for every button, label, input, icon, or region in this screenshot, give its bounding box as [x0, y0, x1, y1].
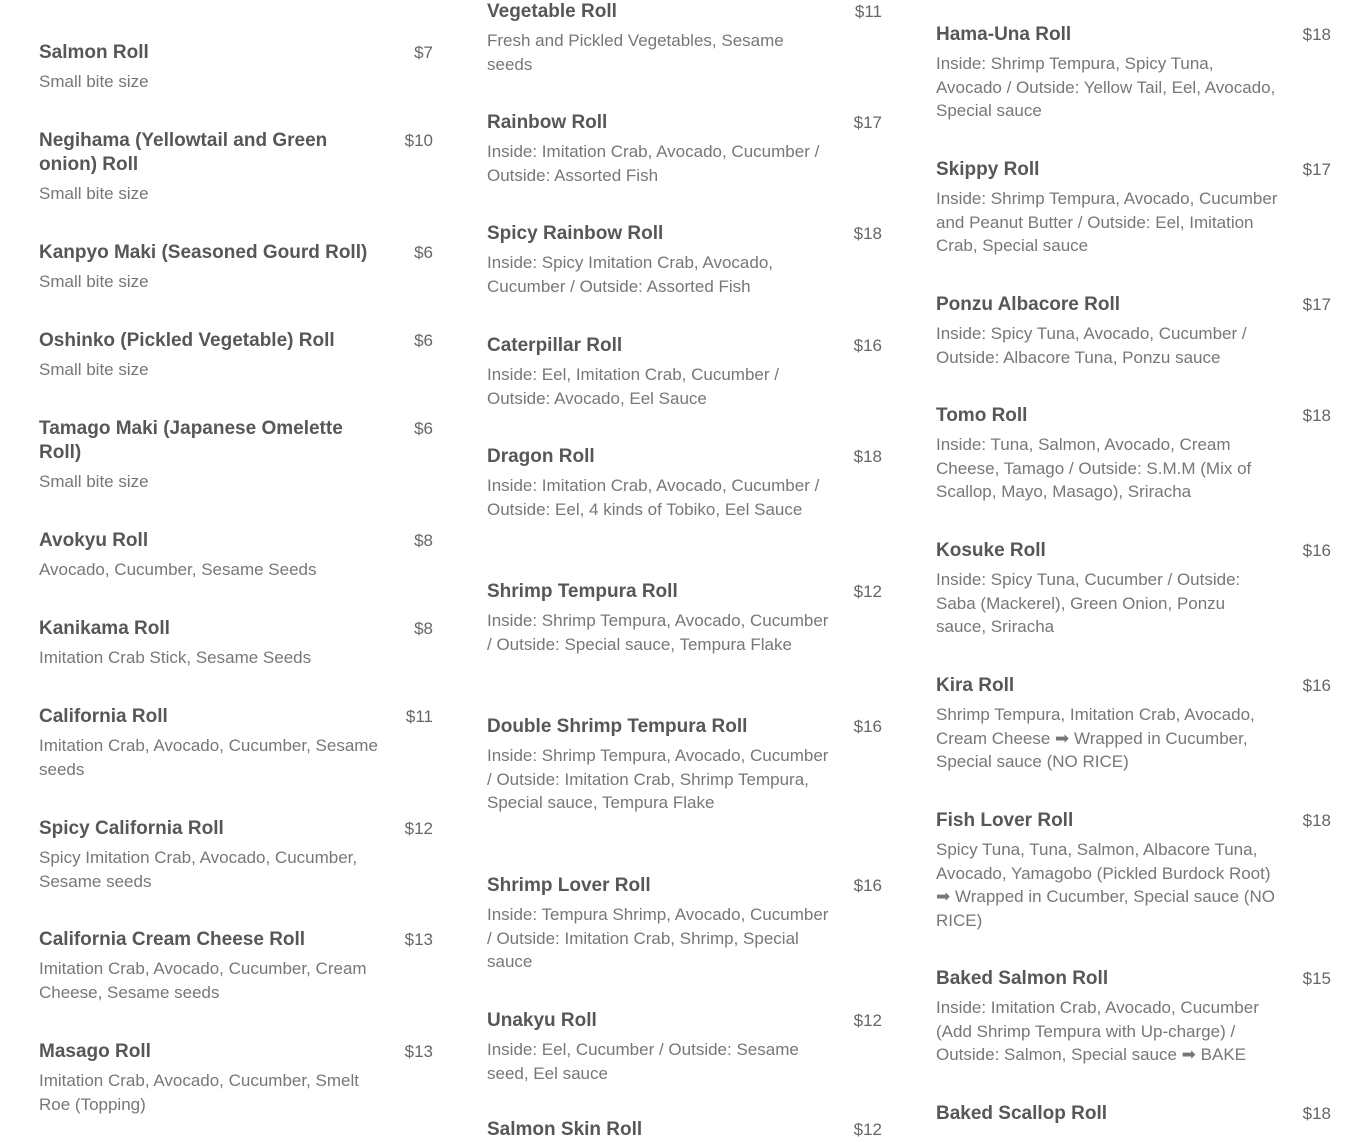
item-name: Caterpillar Roll — [487, 335, 623, 356]
menu-item[interactable] — [39, 928, 433, 1004]
item-description: Avocado, Cucumber, Sesame Seeds — [39, 560, 317, 579]
item-description: Inside: Shrimp Tempura, Avocado, Cucumber / Outside: Special sauce, Tempura Flake — [487, 611, 829, 654]
item-price: $6 — [414, 331, 433, 350]
item-description: Small bite size — [39, 360, 149, 379]
item-price: $12 — [853, 1011, 882, 1030]
item-name: Spicy California Roll — [39, 818, 224, 839]
menu-item[interactable] — [487, 222, 882, 298]
menu-item[interactable] — [487, 334, 882, 410]
menu-item[interactable] — [936, 809, 1331, 932]
item-price: $8 — [414, 619, 433, 638]
item-name: Kosuke Roll — [936, 540, 1046, 561]
item-price: $16 — [853, 876, 882, 895]
item-description: Small bite size — [39, 472, 149, 491]
item-name: Vegetable Roll — [487, 1, 617, 22]
item-description: Small bite size — [39, 72, 149, 91]
item-price: $13 — [404, 930, 433, 949]
item-description: Inside: Shrimp Tempura, Avocado, Cucumber and Peanut Butter / Outside: Eel, Imitation Crab, Special sauce — [936, 189, 1278, 255]
item-description: Inside: Shrimp Tempura, Spicy Tuna, Avocado / Outside: Yellow Tail, Eel, Avocado, Special sauce — [936, 54, 1276, 120]
item-name: Hama-Una Roll — [936, 24, 1072, 45]
item-price: $12 — [404, 819, 433, 838]
menu-item[interactable] — [487, 1009, 882, 1085]
item-name: Shrimp Lover Roll — [487, 875, 651, 896]
item-name: Fish Lover Roll — [936, 810, 1074, 831]
item-name: Oshinko (Pickled Vegetable) Roll — [39, 330, 335, 351]
item-name: Tamago Maki (Japanese Omelette Roll) — [39, 418, 343, 463]
menu-item[interactable] — [39, 129, 433, 206]
item-price: $16 — [853, 336, 882, 355]
item-price: $7 — [414, 43, 433, 62]
item-name: Rainbow Roll — [487, 112, 608, 133]
menu-item[interactable] — [936, 23, 1331, 123]
item-name: Unakyu Roll — [487, 1010, 597, 1031]
item-description: Spicy Tuna, Tuna, Salmon, Albacore Tuna, Avocado, Yamagobo (Pickled Burdock Root) ➡ Wrapped in Cucumber, Special sauce (NO RICE) — [936, 840, 1275, 930]
menu-item[interactable] — [39, 529, 433, 582]
item-description: Imitation Crab Stick, Sesame Seeds — [39, 648, 312, 667]
item-name: Avokyu Roll — [39, 530, 149, 551]
item-price: $18 — [1302, 811, 1331, 830]
item-description: Inside: Spicy Tuna, Cucumber / Outside: Saba (Mackerel), Green Onion, Ponzu sauce, Sriracha — [936, 570, 1241, 636]
item-name: Tomo Roll — [936, 405, 1028, 426]
item-description: Inside: Spicy Tuna, Avocado, Cucumber / Outside: Albacore Tuna, Ponzu sauce — [936, 324, 1247, 367]
item-price: $15 — [1302, 969, 1331, 988]
item-price: $18 — [1302, 1104, 1331, 1123]
item-description: Small bite size — [39, 272, 149, 291]
item-description: Inside: Spicy Imitation Crab, Avocado, Cucumber / Outside: Assorted Fish — [487, 253, 774, 296]
item-description: Imitation Crab, Avocado, Cucumber, Smelt Roe (Topping) — [39, 1071, 360, 1114]
item-price: $11 — [405, 707, 433, 726]
menu-item[interactable] — [487, 715, 882, 815]
menu-item[interactable] — [487, 874, 882, 974]
item-description: Inside: Imitation Crab, Avocado, Cucumber / Outside: Assorted Fish — [487, 142, 820, 185]
item-price: $16 — [1302, 541, 1331, 560]
item-description: Small bite size — [39, 184, 149, 203]
item-price: $13 — [404, 1042, 433, 1061]
item-description: Imitation Crab, Avocado, Cucumber, Cream Cheese, Sesame seeds — [39, 959, 367, 1002]
item-name: Masago Roll — [39, 1041, 151, 1062]
menu-item[interactable] — [936, 404, 1331, 504]
item-description: Inside: Shrimp Tempura, Avocado, Cucumber / Outside: Imitation Crab, Shrimp Tempura, Special sauce, Tempura Flake — [487, 746, 829, 812]
item-price: $18 — [853, 224, 882, 243]
menu-item[interactable] — [39, 1040, 433, 1116]
item-price: $17 — [1302, 160, 1331, 179]
item-name: Baked Scallop Roll — [936, 1103, 1108, 1124]
item-name: Dragon Roll — [487, 446, 595, 467]
menu-item[interactable] — [39, 329, 433, 382]
item-description: Inside: Imitation Crab, Avocado, Cucumber (Add Shrimp Tempura with Up-charge) / Outside: Salmon, Special sauce ➡ BAKE — [936, 998, 1259, 1064]
menu-item[interactable] — [487, 445, 882, 521]
item-description: Inside: Tempura Shrimp, Avocado, Cucumber / Outside: Imitation Crab, Shrimp, Special sauce — [487, 905, 829, 971]
item-price: $18 — [1302, 25, 1331, 44]
item-description: Fresh and Pickled Vegetables, Sesame seeds — [487, 31, 784, 74]
item-description: Inside: Tuna, Salmon, Avocado, Cream Cheese, Tamago / Outside: S.M.M (Mix of Scallop, Mayo, Masago), Sriracha — [936, 435, 1252, 501]
menu-item[interactable] — [936, 967, 1331, 1067]
item-name: Skippy Roll — [936, 159, 1040, 180]
item-price: $17 — [853, 113, 882, 132]
item-name: Shrimp Tempura Roll — [487, 581, 678, 602]
item-price: $16 — [1302, 676, 1331, 695]
menu-item[interactable] — [487, 111, 882, 187]
item-name: Salmon Roll — [39, 42, 149, 63]
item-price: $12 — [853, 1120, 882, 1139]
menu-item[interactable] — [936, 293, 1331, 369]
item-price: $10 — [404, 131, 433, 150]
item-name: Kanpyo Maki (Seasoned Gourd Roll) — [39, 242, 368, 263]
item-name: California Roll — [39, 706, 168, 727]
menu-item[interactable] — [39, 617, 433, 670]
item-price: $6 — [414, 419, 433, 438]
item-price: $11 — [854, 2, 882, 21]
item-price: $16 — [853, 717, 882, 736]
menu-item[interactable] — [487, 580, 882, 656]
menu-item[interactable] — [936, 158, 1331, 258]
item-name: Ponzu Albacore Roll — [936, 294, 1121, 315]
item-name: Negihama (Yellowtail and Green onion) Roll — [39, 130, 328, 175]
menu-item[interactable] — [487, 1118, 882, 1142]
item-description: Inside: Eel, Imitation Crab, Cucumber / Outside: Avocado, Eel Sauce — [487, 365, 779, 408]
menu-item[interactable] — [39, 705, 433, 781]
item-name: Spicy Rainbow Roll — [487, 223, 664, 244]
item-price: $6 — [414, 243, 433, 262]
item-name: Kanikama Roll — [39, 618, 170, 639]
item-description: Shrimp Tempura, Imitation Crab, Avocado, Cream Cheese ➡ Wrapped in Cucumber, Special sauce (NO RICE) — [936, 705, 1255, 771]
item-name: Baked Salmon Roll — [936, 968, 1109, 989]
menu-item[interactable] — [487, 0, 882, 76]
menu-item[interactable] — [39, 417, 433, 494]
item-name: Kira Roll — [936, 675, 1015, 696]
item-price: $18 — [1302, 406, 1331, 425]
menu-item[interactable] — [39, 817, 433, 893]
menu-item[interactable] — [39, 241, 433, 294]
menu-item[interactable] — [936, 539, 1331, 639]
item-price: $8 — [414, 531, 433, 550]
menu-item[interactable] — [936, 674, 1331, 774]
item-price: $12 — [853, 582, 882, 601]
item-description: Imitation Crab, Avocado, Cucumber, Sesame seeds — [39, 736, 378, 779]
item-name: Double Shrimp Tempura Roll — [487, 716, 748, 737]
item-name: California Cream Cheese Roll — [39, 929, 306, 950]
item-description: Inside: Eel, Cucumber / Outside: Sesame seed, Eel sauce — [487, 1040, 799, 1083]
menu-item[interactable] — [936, 1102, 1331, 1126]
item-price: $17 — [1302, 295, 1331, 314]
item-name: Salmon Skin Roll — [487, 1119, 643, 1140]
menu-item[interactable] — [39, 41, 433, 94]
item-price: $18 — [853, 447, 882, 466]
item-description: Inside: Imitation Crab, Avocado, Cucumber / Outside: Eel, 4 kinds of Tobiko, Eel Sauce — [487, 476, 820, 519]
item-description: Spicy Imitation Crab, Avocado, Cucumber, Sesame seeds — [39, 848, 358, 891]
